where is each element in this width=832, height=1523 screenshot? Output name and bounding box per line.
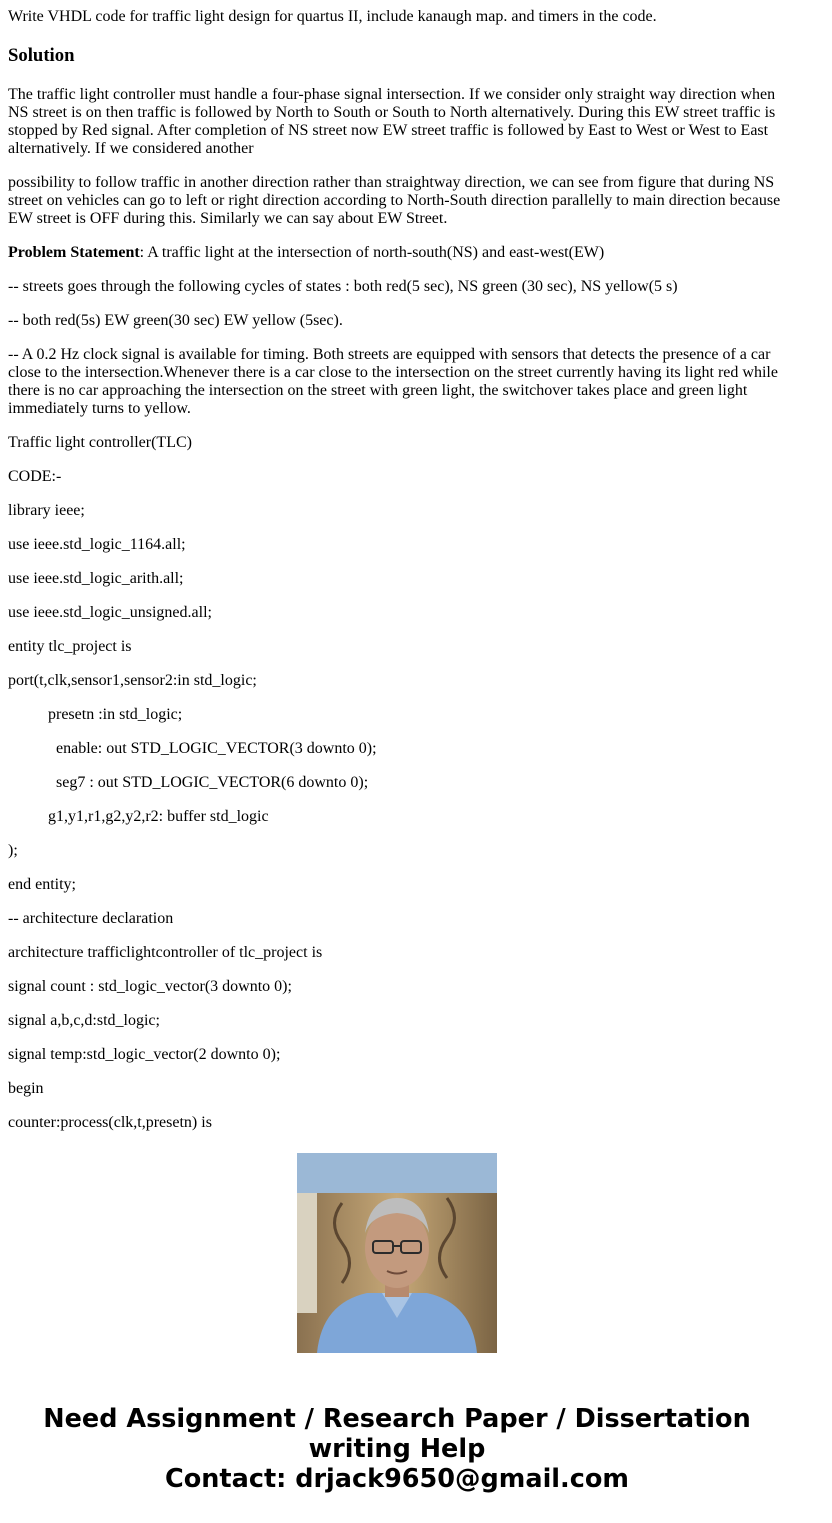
- code-line: seg7 : out STD_LOGIC_VECTOR(6 downto 0);: [56, 774, 369, 791]
- code-line: counter:process(clk,t,presetn) is: [8, 1114, 212, 1131]
- code-line: library ieee;: [8, 502, 85, 519]
- code-line: presetn :in std_logic;: [48, 706, 183, 723]
- code-line: use ieee.std_logic_unsigned.all;: [8, 604, 212, 621]
- footer-contact: Contact: drjack9650@gmail.com: [165, 1464, 629, 1494]
- author-photo: [297, 1153, 497, 1353]
- code-line: g1,y1,r1,g2,y2,r2: buffer std_logic: [48, 808, 269, 825]
- code-line: signal count : std_logic_vector(3 downto 0);: [8, 978, 292, 995]
- footer-line: writing Help: [308, 1434, 486, 1464]
- code-line: use ieee.std_logic_1164.all;: [8, 536, 186, 553]
- code-line: signal temp:std_logic_vector(2 downto 0);: [8, 1046, 281, 1063]
- paragraph: The traffic light controller must handle a four-phase signal intersection. If we consider only straight way direction when NS street is on then traffic is followed by North to South or South to North alternatively. During this EW street traffic is stopped by Red signal. After completion of NS street now EW street traffic is followed by East to West or West to East alternatively. If we considered another: [8, 86, 776, 157]
- text-line: -- A 0.2 Hz clock signal is available for timing. Both streets are equipped with sensors that detects the presence of a car close to the intersection.Whenever there is a car close to the intersection on the street currently having its light red while there is no car approaching the intersection on the street with green light, the switchover takes place and green light immediately turns to yellow.: [8, 346, 778, 417]
- footer-banner: [0, 1404, 794, 1494]
- code-line: architecture trafficlightcontroller of tlc_project is: [8, 944, 323, 961]
- footer-line: Need Assignment / Research Paper / Dissertation: [43, 1404, 751, 1434]
- paragraph: possibility to follow traffic in another direction rather than straightway direction, we can see from figure that during NS street on vehicles can go to left or right direction according to North-South direction parallelly to main direction because EW street is OFF during this. Similarly we can say about EW Street.: [8, 174, 781, 227]
- problem-statement: [8, 244, 784, 262]
- portrait-image: [297, 1153, 497, 1353]
- code-line: end entity;: [8, 876, 76, 893]
- code-line: entity tlc_project is: [8, 638, 132, 655]
- code-line: use ieee.std_logic_arith.all;: [8, 570, 184, 587]
- problem-label: Problem Statement: [8, 244, 140, 261]
- text-line: -- both red(5s) EW green(30 sec) EW yellow (5sec).: [8, 312, 343, 329]
- problem-text: : A traffic light at the intersection of north-south(NS) and east-west(EW): [139, 244, 605, 261]
- code-line: enable: out STD_LOGIC_VECTOR(3 downto 0);: [56, 740, 377, 757]
- text-line: -- streets goes through the following cycles of states : both red(5 sec), NS green (30 sec), NS yellow(5 s): [8, 278, 678, 295]
- text-line: CODE:-: [8, 468, 62, 485]
- code-line: signal a,b,c,d:std_logic;: [8, 1012, 160, 1029]
- code-line: -- architecture declaration: [8, 910, 174, 927]
- document-body: [8, 0, 786, 1131]
- code-line: );: [8, 842, 18, 859]
- text-line: Traffic light controller(TLC): [8, 434, 192, 451]
- question-text: Write VHDL code for traffic light design for quartus II, include kanaugh map. and timers in the code.: [8, 8, 657, 25]
- code-line: port(t,clk,sensor1,sensor2:in std_logic;: [8, 672, 257, 689]
- code-line: begin: [8, 1080, 44, 1097]
- solution-heading: Solution: [8, 45, 75, 66]
